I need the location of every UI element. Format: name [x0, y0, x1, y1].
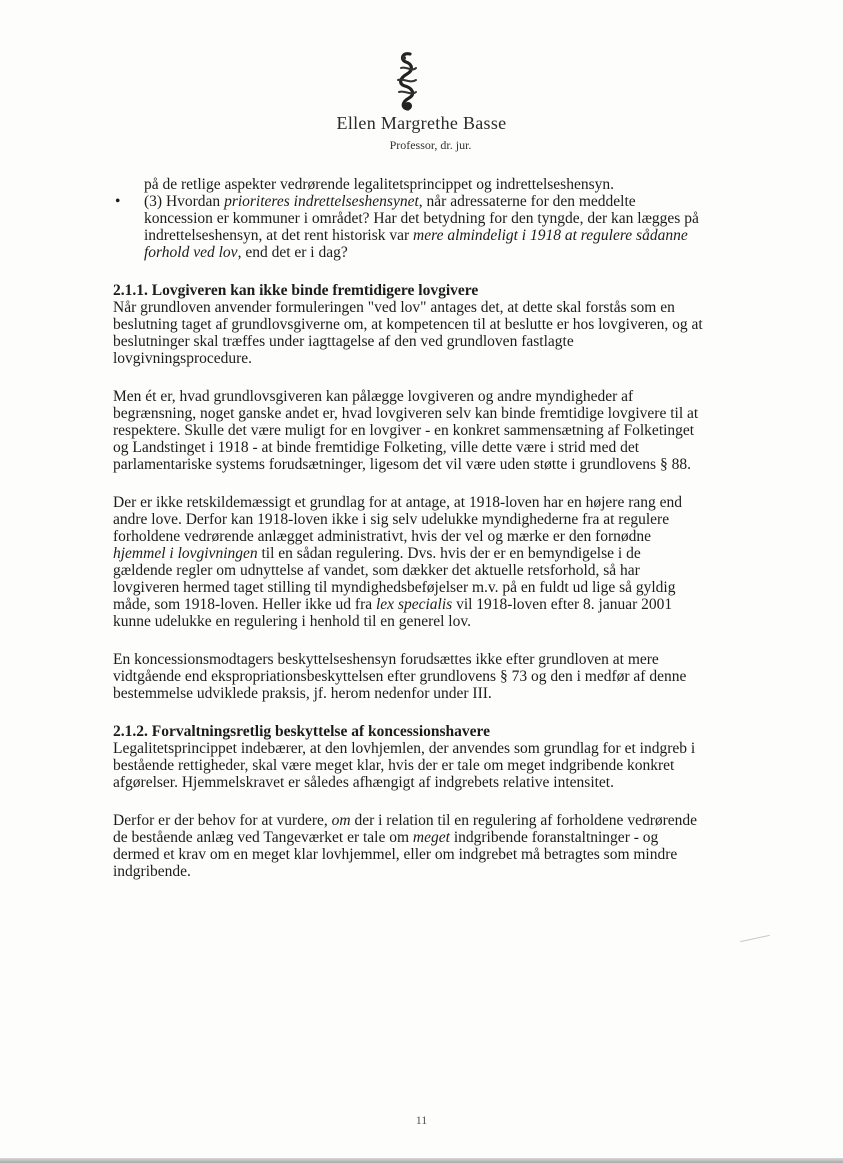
bullet-text: [144, 193, 699, 261]
italic-run: mere almindeligt i 1918 at regulere sådanne forhold ved lov: [144, 227, 688, 261]
bullet-icon: •: [115, 193, 121, 210]
paragraph: Men ét er, hvad grundlovsgiveren kan pålægge lovgiveren og andre myndigheder af begrænsning, noget ganske andet er, hvad lovgiveren selv kan binde fremtidige lovgivere til at respektere. Skulle det være muligt for en lovgiver - en konkret sammensætning af Folketinget og Landstinget i 1918 - at binde fremtidige Folketing, ville dette være i strid med det parlamentariske systems forudsætninger, ligesom det vil være uden støtte i grundlovens § 88.: [113, 388, 699, 473]
scan-mark: [740, 935, 770, 942]
italic-run: meget: [412, 829, 450, 846]
paragraph: En koncessionsmodtagers beskyttelseshensyn forudsættes ikke efter grundloven at mere vidtgående end ekspropriationsbeskyttelsen efter grundlovens § 73 og den i medfør af denne bestemmelse udviklede praksis, jf. herom nedenfor under III.: [113, 651, 687, 702]
ornamental-monogram-icon: [392, 50, 422, 112]
page-number: 11: [415, 1113, 428, 1127]
text-run: til en sådan regulering. Dvs. hvis der er en bemyndigelse i de gældende regler om udnyttelse af vandet, som dækker det aktuelle retsforhold, så har lovgiveren hermed taget stilling til myndighedsbeføjelser m.v. på en fuldt ud lige så gyldig måde, som 1918-loven. Heller ikke ud fra: [113, 545, 676, 613]
paragraph: Legalitetsprincippet indebærer, at den lovhjemlen, der anvendes som grundlag for et indgreb i bestående rettigheder, skal være meget klar, hvis der er tale om meget indgribende konkret afgørelser. Hjemmelskravet er således afhængigt af indgrebets relative intensitet.: [113, 740, 696, 791]
text-run: , når adressaterne for den meddelte koncession er kommuner i området? Har det betydning for den tyngde, der kan lægges på indrettelseshensyn, at det rent historisk var: [144, 193, 699, 244]
paragraph: [113, 494, 703, 630]
text-run: Der er ikke retskildemæssigt et grundlag for at antage, at 1918-loven har en højere rang end andre love. Derfor kan 1918-loven ikke i sig selv udelukke myndighederne fra at regulere forholdene vedrørende anlægget administrativt, hvis der vel og mærke er den fornødne: [113, 494, 682, 545]
paragraph: Når grundloven anvender formuleringen "ved lov" antages det, at dette skal forstås som en beslutning taget af grundlovsgiverne om, at kompetencen til at beslutte er hos lovgiveren, og at beslutninger skal træffes under iagttagelse af den ved grundloven fastlagte lovgivningsprocedure.: [113, 299, 703, 367]
text-run: der i relation til en regulering af forholdene vedrørende de bestående anlæg ved Tangeværket er tale om: [113, 812, 698, 846]
page-edge: [0, 1158, 843, 1163]
paragraph: [113, 812, 703, 880]
text-run: Derfor er der behov for at vurdere,: [113, 812, 332, 829]
text-run: indgribende foranstaltninger - og dermed et krav om en meget klar lovhjemmel, eller om indgrebet må betragtes som mindre indgribende.: [113, 829, 678, 880]
author-name: Ellen Margrethe Basse: [336, 113, 507, 133]
text-run: , end det er i dag?: [237, 244, 348, 261]
section-heading: 2.1.1. Lovgiveren kan ikke binde fremtidigere lovgivere: [113, 282, 479, 299]
document-body: [113, 176, 703, 901]
text-run: vil 1918-loven efter 8. januar 2001 kunne udelukke en regulering i henhold til en generel lov.: [113, 596, 673, 630]
italic-run: lex specialis: [376, 596, 453, 613]
author-title: Professor, dr. jur.: [389, 138, 472, 152]
text-run: (3) Hvordan: [144, 193, 225, 210]
intro-continuation: på de retlige aspekter vedrørende legalitetsprincippet og indrettelseshensyn.: [144, 176, 614, 193]
section-heading: 2.1.2. Forvaltningsretlig beskyttelse af koncessionshavere: [113, 723, 491, 740]
italic-run: prioriteres indrettelseshensynet: [224, 193, 419, 210]
list-item: [113, 193, 703, 261]
italic-run: hjemmel i lovgivningen: [113, 545, 258, 562]
italic-run: om: [331, 812, 351, 829]
